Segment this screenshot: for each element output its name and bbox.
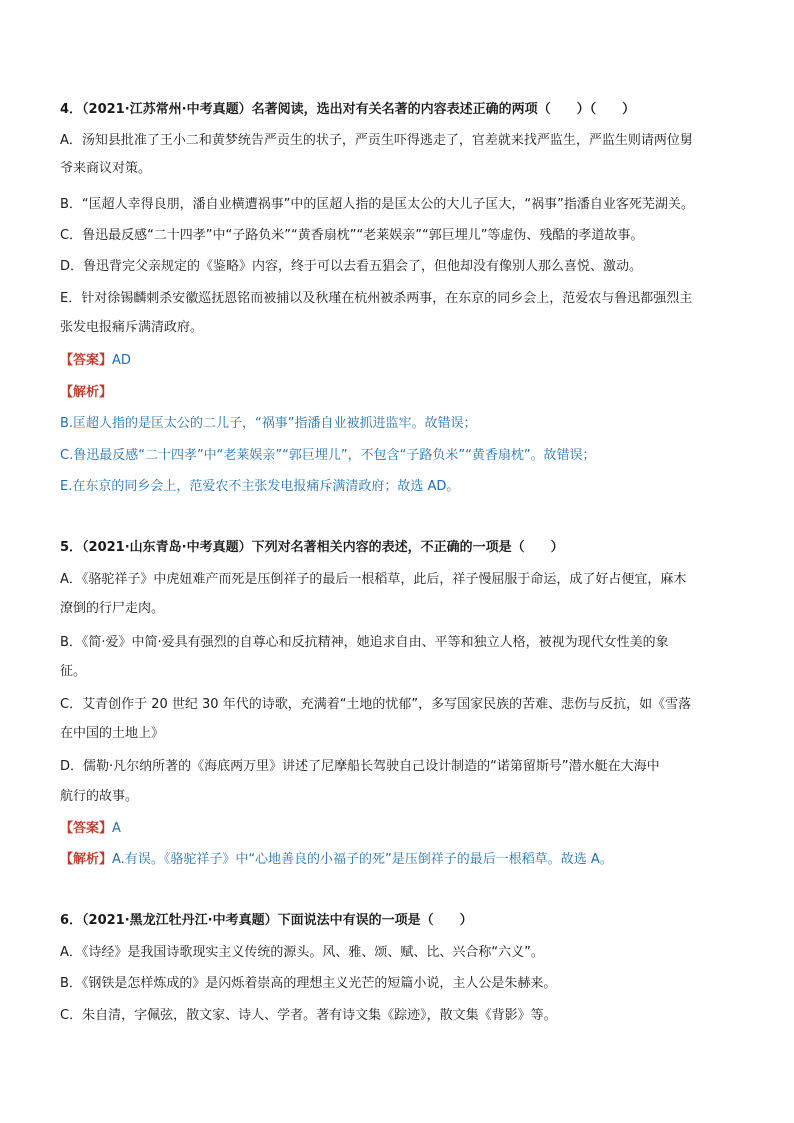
question-6-title: 6．（2021·黑龙江牡丹江·中考真题）下面说法中有误的一项是（ ） — [60, 913, 473, 928]
question-4-option-b: B．“匡超人幸得良朋，潘自业横遭祸事”中的匡超人指的是匡太公的大儿子匡大，“祸事”指潘自业客死芜湖关。 — [60, 197, 694, 212]
question-5-option-a: A．《骆驼祥子》中虎妞难产而死是压倒祥子的最后一根稻草，此后，祥子慢屈服于命运，成了好占便宜，麻木 — [60, 572, 687, 587]
analysis-label: 【解析】 — [60, 852, 113, 867]
question-4-analysis-b: B.匡超人指的是匡太公的二儿子，“祸事”指潘自业被抓进监牢。故错误； — [60, 416, 477, 431]
question-6-option-b: B．《钢铁是怎样炼成的》是闪烁着崇高的理想主义光芒的短篇小说，主人公是朱赫来。 — [60, 976, 557, 991]
question-4-answer — [60, 352, 744, 370]
question-4-option-e: E．针对徐锡麟刺杀安徽巡抚恩铭而被捕以及秋瑾在杭州被杀两事，在东京的同乡会上，范爱农与鲁迅都强烈主 — [60, 291, 693, 306]
question-5-answer — [60, 820, 744, 838]
question-4-option-a-cont: 爷来商议对策。 — [60, 161, 152, 176]
question-4-analysis-c: C.鲁迅最反感“二十四孝”中“老莱娱亲”“郭巨埋儿”，不包含“子路负米”“黄香扇枕”。故错误； — [60, 448, 596, 463]
answer-value: AD — [112, 353, 131, 368]
answer-label: 【答案】 — [60, 353, 113, 368]
question-5-option-c-cont: 在中国的土地上》 — [60, 726, 165, 741]
question-4-analysis-e: E.在东京的同乡会上，范爱农不主张发电报痛斥满清政府；故选 AD。 — [60, 479, 460, 494]
question-4-option-e-cont: 张发电报痛斥满清政府。 — [60, 320, 204, 335]
question-5-option-d-cont: 航行的故事。 — [60, 789, 139, 804]
analysis-text: A.有误。《骆驼祥子》中“心地善良的小福子的死”是压倒祥子的最后一根稻草。故选 A。 — [112, 852, 613, 867]
question-4-option-d: D．鲁迅背完父亲规定的《鉴略》内容，终于可以去看五猖会了，但他却没有像别人那么喜悦、激动。 — [60, 259, 643, 274]
question-6-option-a: A．《诗经》是我国诗歌现实主义传统的源头。风、雅、颂、赋、比、兴合称“六义”。 — [60, 945, 544, 960]
question-5-option-a-cont: 潦倒的行尸走肉。 — [60, 601, 165, 616]
question-4-option-c: C．鲁迅最反感“二十四孝”中“子路负米”“黄香扇枕”“老莱娱亲”“郭巨埋儿”等虚伪、残酷的孝道故事。 — [60, 228, 644, 243]
answer-value: A — [112, 821, 121, 836]
question-5-option-c: C．艾青创作于 20 世纪 30 年代的诗歌，充满着“土地的忧郁”，多写国家民族的苦难、悲伤与反抗，如《雪落 — [60, 697, 692, 712]
question-4-analysis-label: 【解析】 — [60, 385, 113, 400]
question-5-option-b: B．《简·爱》中简·爱具有强烈的自尊心和反抗精神，她追求自由、平等和独立人格，被视为现代女性美的象 — [60, 635, 669, 650]
question-5-option-b-cont: 征。 — [60, 664, 87, 679]
question-4-title: 4．（2021·江苏常州·中考真题）名著阅读，选出对有关名著的内容表述正确的两项（ ）（ ） — [60, 102, 636, 117]
question-5-title: 5．（2021·山东青岛·中考真题）下列对名著相关内容的表述，不正确的一项是（ ） — [60, 540, 564, 555]
question-5-analysis — [60, 851, 744, 869]
question-4-option-a: A．汤知县批准了王小二和黄梦统告严贡生的状子，严贡生吓得逃走了，官差就来找严监生，严监生则请两位舅 — [60, 133, 693, 148]
question-5-option-d: D．儒勒·凡尔纳所著的《海底两万里》讲述了尼摩船长驾驶自己设计制造的“诺第留斯号”潜水艇在大海中 — [60, 759, 660, 774]
answer-label: 【答案】 — [60, 821, 113, 836]
question-6-option-c: C．朱自清，字佩弦，散文家、诗人、学者。著有诗文集《踪迹》，散文集《背影》等。 — [60, 1008, 557, 1023]
